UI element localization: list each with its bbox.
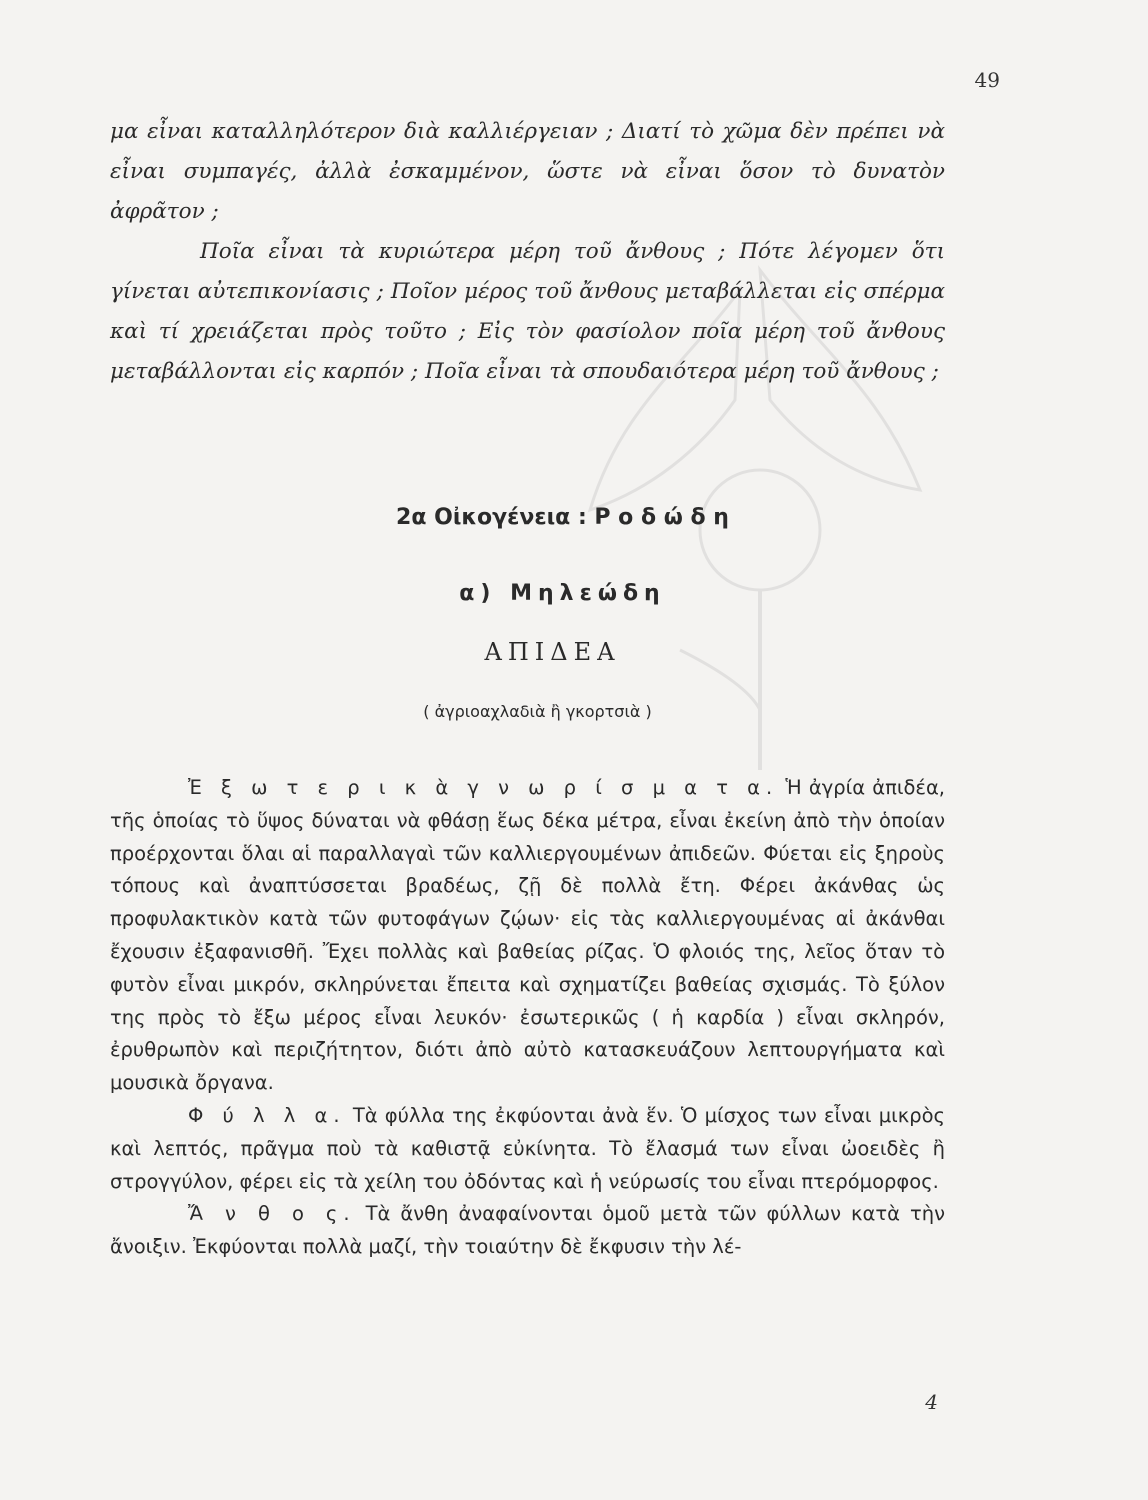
run-in-heading: Ἄ ν θ ο ς. xyxy=(188,1202,356,1226)
species-common-names: ( ἀγριοαχλαδιὰ ἢ γκορτσιὰ ) xyxy=(423,702,652,721)
question-paragraph: Ποῖα εἶναι τὰ κυριώτερα μέρη τοῦ ἄνθους ; Πότε λέγομεν ὅτι γίνεται αὐτεπικονίασις ; Ποῖον μέρος τοῦ ἄνθους μεταβάλλεται εἰς σπέρμα καὶ τί χρειάζεται πρὸς τοῦτο ; Εἰς τὸν φασίολον ποῖα μέρη τοῦ ἄνθους μεταβάλλονται εἰς καρπόν ; Ποῖα εἶναι τὰ σπουδαιότερα μέρη τοῦ ἄνθους ; xyxy=(110,239,945,384)
sheet-signature-number: 4 xyxy=(925,1390,938,1414)
paragraph-text: Ἡ ἀγρία ἀπιδέα, τῆς ὁποίας τὸ ὕψος δύναται νὰ φθάσῃ ἕως δέκα μέτρα, εἶναι ἐκείνη ἀπὸ τὴν ὁποίαν προέρχονται ὅλαι αἱ παραλλαγαὶ τῶν καλλιεργουμένων ἀπιδεῶν. Φύεται εἰς ξηροὺς τόπους καὶ ἀναπτύσσεται βραδέως, ζῇ δὲ πολλὰ ἔτη. Φέρει ἀκάνθας ὡς προφυλακτικὸν κατὰ τῶν φυτοφάγων ζῴων· εἰς τὰς καλλιεργουμένας αἱ ἀκάνθαι ἔχουσιν ἐξαφανισθῆ. Ἔχει πολλὰς καὶ βαθείας ρίζας. Ὁ φλοιός της, λεῖος ὅταν τὸ φυτὸν εἶναι μικρόν, σκληρύνεται ἔπειτα καὶ σχηματίζει βαθείας σχισμάς. Τὸ ξύλον της πρὸς τὸ ἔξω μέρος εἶναι λευκόν· ἐσωτερικῶς ( ἡ καρδία ) εἶναι σκληρόν, ἐρυθρωπὸν καὶ περιζήτητον, διότι ἀπὸ αὐτὸ κατασκευάζουν λεπτουργήματα καὶ μουσικὰ ὄργανα. xyxy=(110,776,945,1095)
paragraph-text: Τὰ φύλλα της ἐκφύονται ἀνὰ ἕν. Ὁ μίσχος των εἶναι μικρὸς καὶ λεπτός, πρᾶγμα ποὺ τὰ καθιστᾷ εὐκίνητα. Τὸ ἔλασμά των εἶναι ὠοειδὲς ἢ στρογγύλον, φέρει εἰς τὰ χείλη του ὀδόντας καὶ ἡ νεύρωσίς του εἶναι πτερόμορφος. xyxy=(110,1103,945,1193)
run-in-heading: Φ ύ λ λ α. xyxy=(188,1103,346,1127)
paragraph-flower xyxy=(110,1198,945,1264)
paragraph-text: Τὰ ἄνθη ἀναφαίνονται ὁμοῦ μετὰ τῶν φύλλων κατὰ τὴν ἄνοιξιν. Ἐκφύονται πολλὰ μαζί, τὴν τοιαύτην δὲ ἔκφυσιν τὴν λέ- xyxy=(110,1202,945,1259)
paragraph-leaves xyxy=(110,1100,945,1198)
body-text xyxy=(110,772,945,1264)
family-heading: 2α Οἰκογένεια : Ρ ο δ ώ δ η xyxy=(396,505,729,530)
paragraph-external-features xyxy=(110,772,945,1100)
section-headings xyxy=(110,495,945,727)
run-in-heading: Ἐ ξ ω τ ε ρ ι κ ὰ γ ν ω ρ ί σ μ α τ α. xyxy=(188,776,779,799)
question-paragraph: μα εἶναι καταλληλότερον διὰ καλλιέργειαν ; Διατί τὸ χῶμα δὲν πρέπει νὰ εἶναι συμπαγές, ἀλλὰ ἐσκαμμένον, ὥστε νὰ εἶναι ὅσον τὸ δυνατὸν ἀφρᾶτον ; xyxy=(110,119,945,224)
page-number: 49 xyxy=(974,68,1000,92)
subfamily-heading: α) Μηλεώδη xyxy=(459,581,666,606)
species-title: ΑΠΙΔΕΑ xyxy=(484,638,621,666)
review-questions xyxy=(110,112,945,392)
